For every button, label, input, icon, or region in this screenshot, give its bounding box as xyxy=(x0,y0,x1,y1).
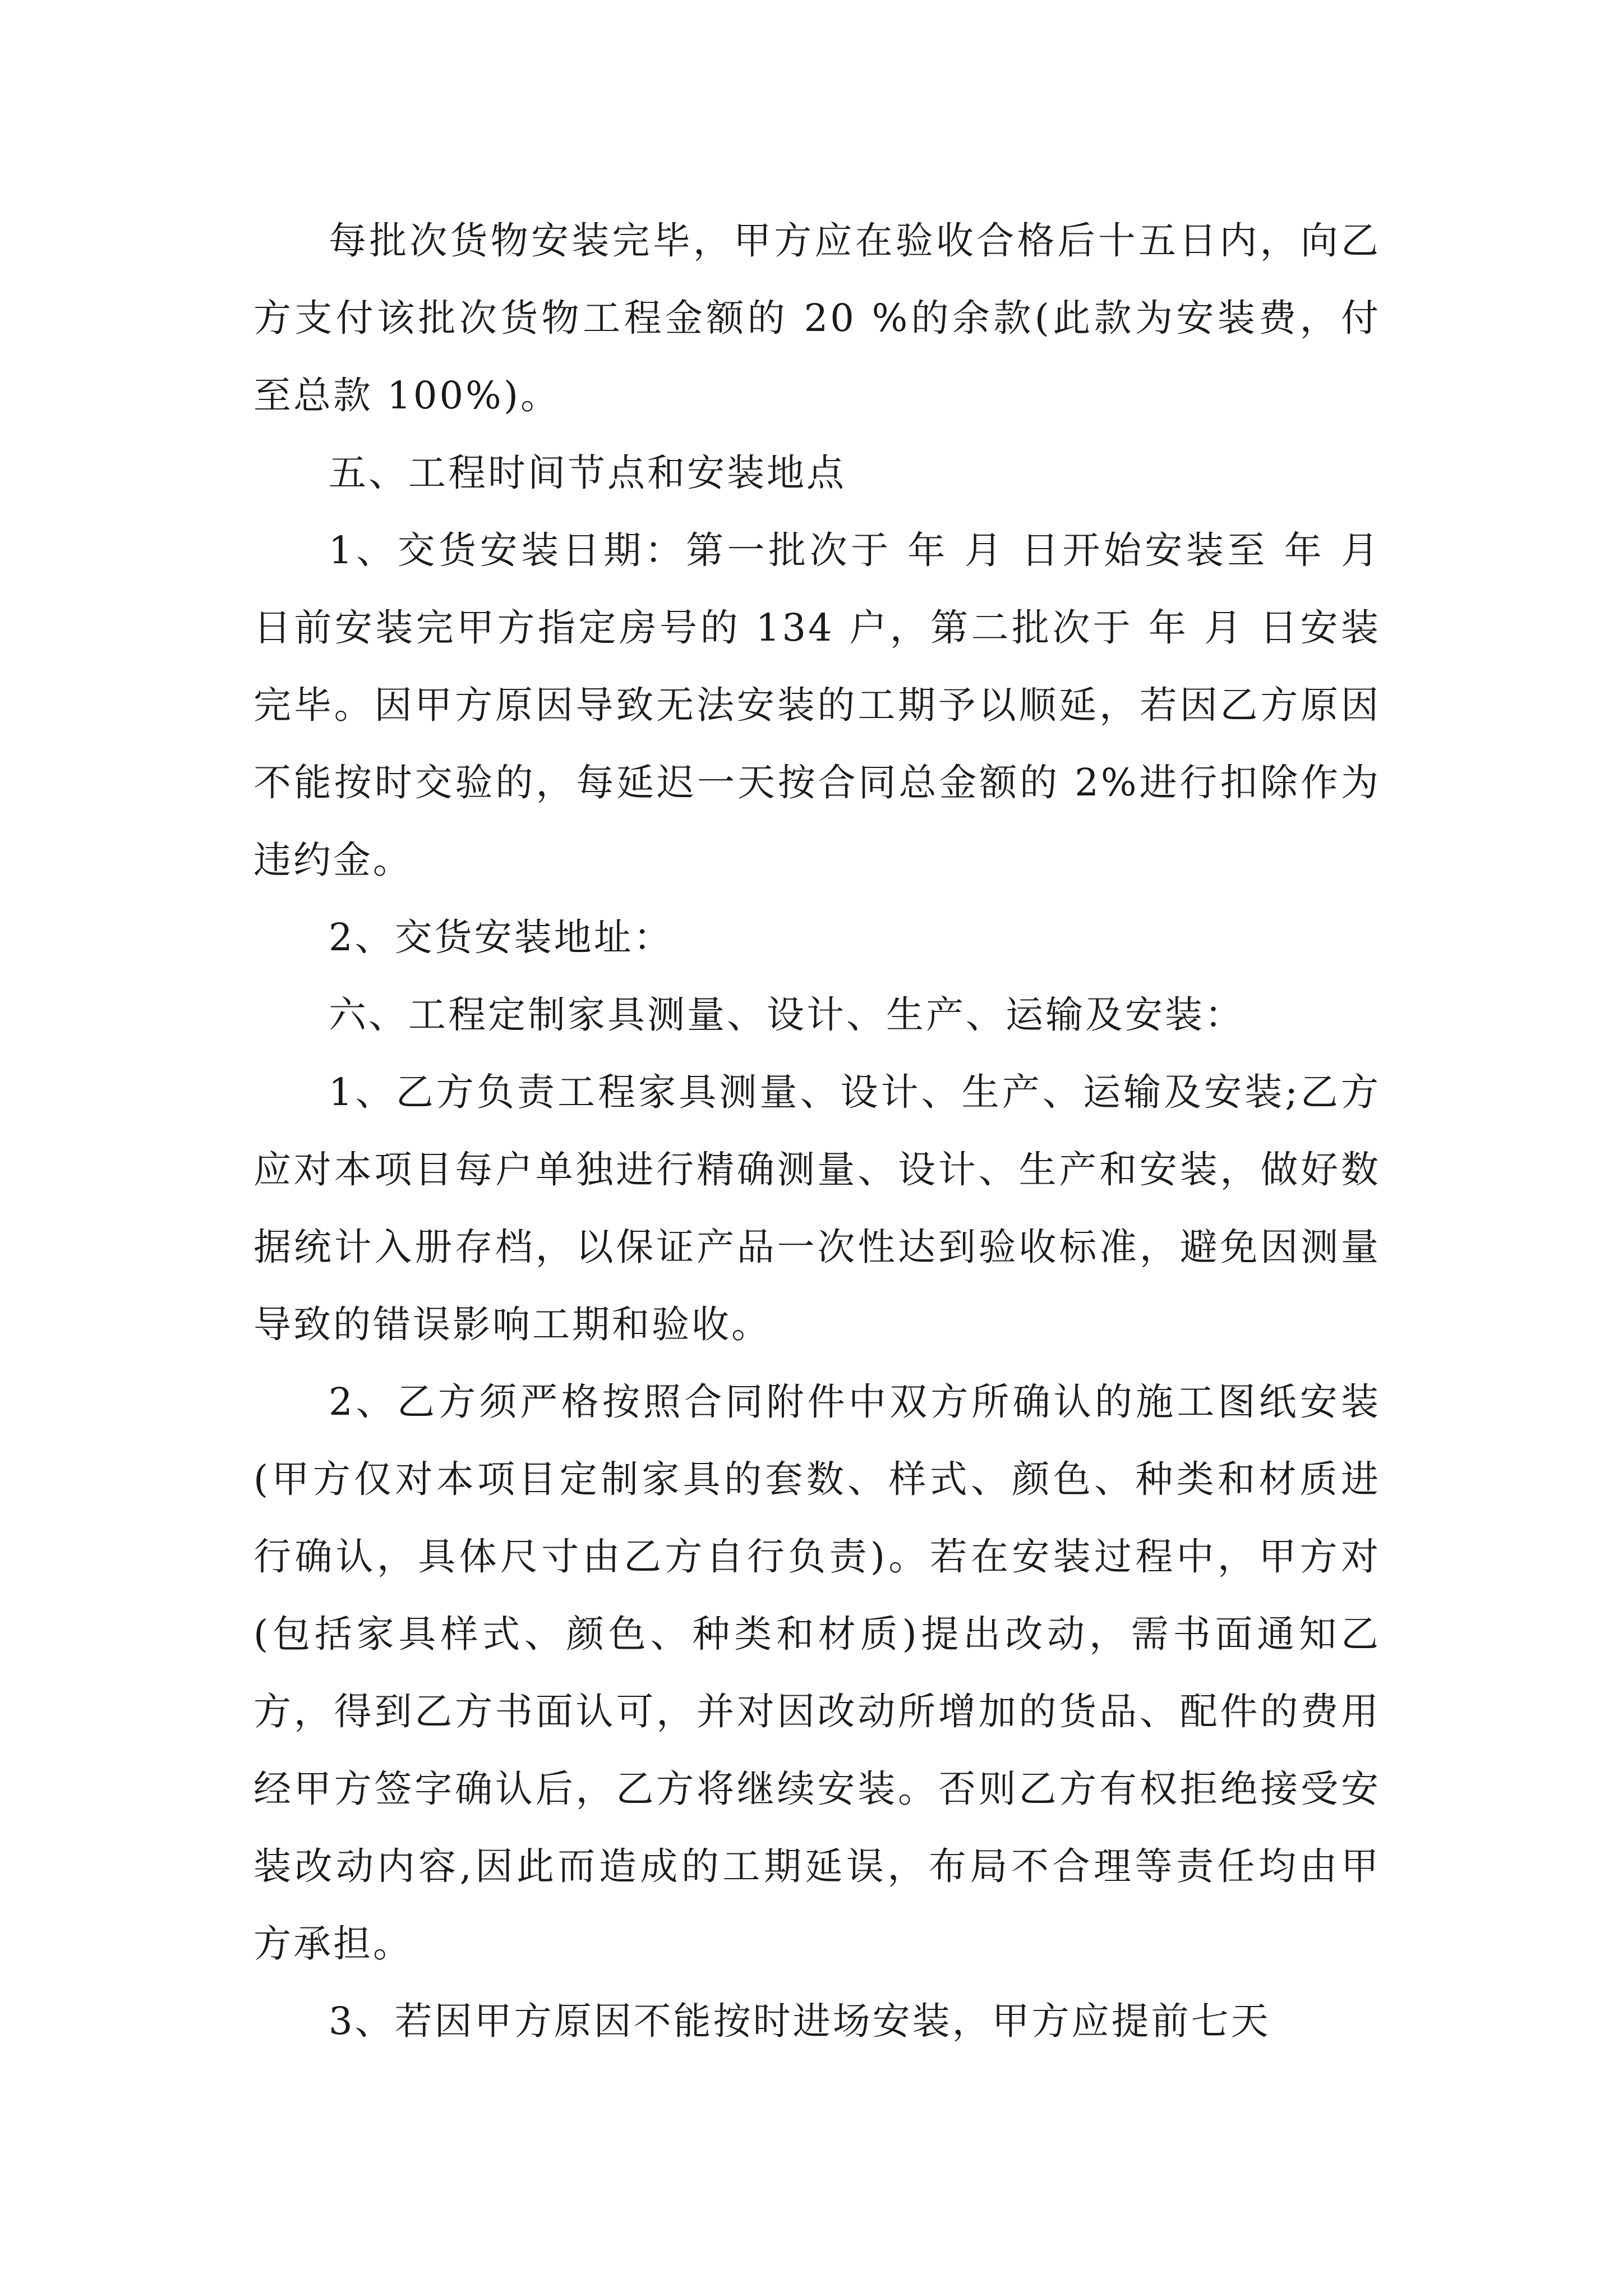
paragraph-delivery-date: 1、交货安装日期：第一批次于 年 月 日开始安装至 年 月 日前安装完甲方指定房号的 134 户，第二批次于 年 月 日安装完毕。因甲方原因导致无法安装的工期予以顺延，若因乙方原因不能按时交验的，每延迟一天按合同总金额的 2%进行扣除作为违约金。 xyxy=(253,528,1381,882)
paragraph-entry-delay: 3、若因甲方原因不能按时进场安装，甲方应提前七天 xyxy=(329,1999,1271,2043)
paragraph-installation-drawings: 2、乙方须严格按照合同附件中双方所确认的施工图纸安装(甲方仅对本项目定制家具的套数、样式、颜色、种类和材质进行确认，具体尺寸由乙方自行负责)。若在安装过程中，甲方对(包括家具样式、颜色、种类和材质)提出改动，需书面通知乙方，得到乙方书面认可，并对因改动所增加的货品、配件的费用经甲方签字确认后，乙方将继续安装。否则乙方有权拒绝接受安装改动内容,因此而造成的工期延误，布局不合理等责任均由甲方承担。 xyxy=(253,1380,1381,1966)
section-heading-five: 五、工程时间节点和安装地点 xyxy=(329,451,846,495)
document-body xyxy=(253,202,1381,2060)
paragraph-measurement-duty: 1、乙方负责工程家具测量、设计、生产、运输及安装;乙方应对本项目每户单独进行精确测量、设计、生产和安装，做好数据统计入册存档，以保证产品一次性达到验收标准，避免因测量导致的错误影响工期和验收。 xyxy=(253,1070,1381,1346)
paragraph-delivery-address: 2、交货安装地址： xyxy=(329,915,674,959)
paragraph-payment-balance: 每批次货物安装完毕，甲方应在验收合格后十五日内，向乙方支付该批次货物工程金额的 20 %的余款(此款为安装费，付至总款 100%)。 xyxy=(253,219,1381,417)
section-heading-six: 六、工程定制家具测量、设计、生产、运输及安装： xyxy=(329,993,1244,1037)
